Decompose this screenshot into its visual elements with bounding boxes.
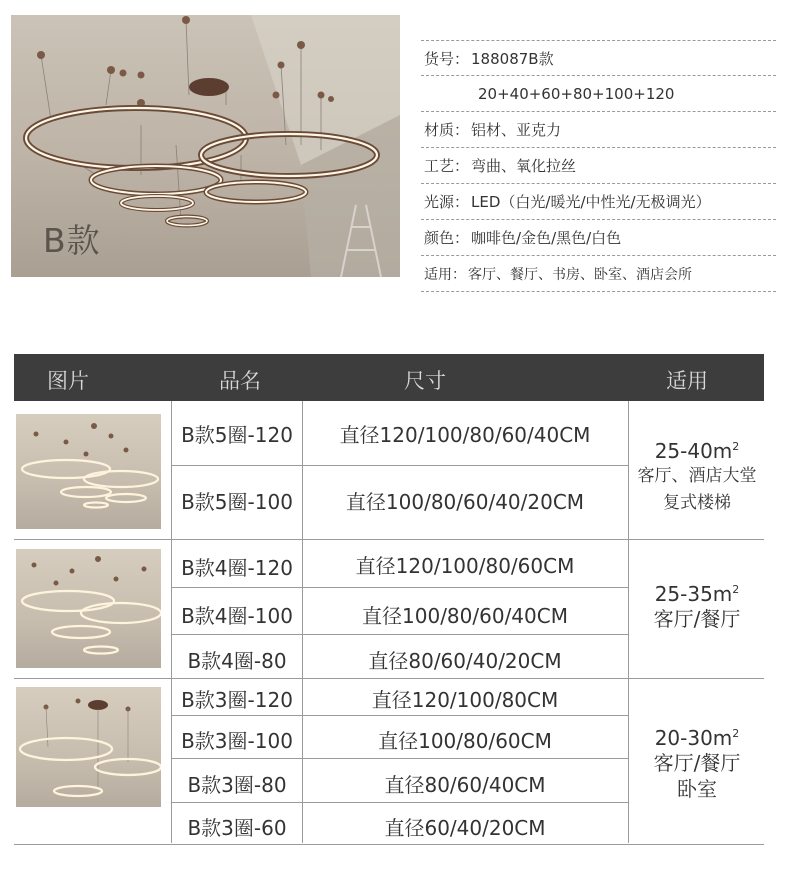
area-value: 25-40m	[654, 439, 733, 463]
spec-item-craft	[421, 148, 776, 184]
usage-cell	[630, 582, 764, 632]
ring-thumbnail	[16, 549, 161, 668]
product-name: B款4圈-80	[187, 649, 287, 673]
header-name: 品名	[219, 369, 261, 393]
spec-value: 弯曲、氧化拉丝	[471, 157, 577, 175]
table-row	[172, 803, 628, 845]
spec-value: LED（白光/暖光/中性光/无极调光）	[471, 193, 711, 211]
group-photo	[16, 687, 161, 807]
spec-key: 工艺：	[424, 157, 470, 175]
spec-value: 188087B款	[471, 49, 554, 68]
spec-item-sizes	[421, 76, 776, 112]
usage-area	[630, 439, 764, 463]
product-table	[14, 354, 764, 840]
product-name: B款5圈-120	[181, 423, 293, 447]
product-size: 直径100/80/60/40CM	[362, 604, 568, 628]
spec-value: 咖啡色/金色/黑色/白色	[471, 229, 622, 247]
spec-item-usage	[421, 256, 776, 292]
ring-thumbnail	[16, 687, 161, 807]
product-name: B款4圈-120	[181, 556, 293, 580]
table-group-4-ring	[14, 540, 764, 678]
usage-place: 客厅/餐厅	[653, 607, 741, 631]
area-value: 25-35m	[654, 582, 733, 606]
group-photo	[16, 549, 161, 668]
model-label: B款	[43, 221, 101, 260]
group-photo	[16, 414, 161, 529]
table-row	[172, 588, 628, 635]
area-unit: 2	[732, 440, 740, 453]
product-size: 直径100/80/60CM	[378, 729, 552, 753]
ring-thumbnail	[16, 414, 161, 529]
table-row	[172, 466, 628, 539]
spec-value: 客厅、餐厅、书房、卧室、酒店会所	[468, 266, 692, 283]
usage-place: 卧室	[677, 777, 717, 801]
usage-area	[630, 582, 764, 606]
spec-key: 货号：	[424, 49, 470, 68]
spec-item-color	[421, 220, 776, 256]
spec-value: 20+40+60+80+100+120	[478, 84, 675, 103]
area-unit: 2	[732, 727, 740, 740]
product-name: B款4圈-100	[181, 604, 293, 628]
table-group-5-ring	[14, 401, 764, 539]
table-row	[172, 759, 628, 803]
table-bottom-border	[14, 844, 764, 845]
product-size: 直径60/40/20CM	[384, 816, 546, 840]
usage-place: 客厅/餐厅	[653, 751, 741, 775]
header-image: 图片	[47, 369, 89, 393]
spec-key: 适用：	[424, 266, 466, 283]
spec-value: 铝材、亚克力	[471, 121, 562, 139]
header-size: 尺寸	[404, 369, 446, 393]
table-header	[14, 354, 764, 401]
spec-item-light-source	[421, 184, 776, 220]
spec-item-material	[421, 112, 776, 148]
table-row	[172, 679, 628, 716]
product-name: B款3圈-100	[181, 729, 293, 753]
usage-cell	[630, 726, 764, 802]
product-size: 直径120/100/80/60CM	[355, 554, 575, 578]
product-name: B款3圈-80	[187, 773, 287, 797]
product-name: B款3圈-120	[181, 688, 293, 712]
table-row	[172, 401, 628, 466]
spec-key: 材质：	[424, 121, 470, 139]
product-name: B款5圈-100	[181, 490, 293, 514]
product-photo	[11, 15, 400, 277]
table-row	[172, 635, 628, 678]
spec-list	[421, 40, 776, 292]
usage-area	[630, 726, 764, 750]
area-value: 20-30m	[654, 726, 733, 750]
product-size: 直径80/60/40/20CM	[368, 649, 562, 673]
area-unit: 2	[732, 583, 740, 596]
spec-key: 颜色：	[424, 229, 470, 247]
product-size: 直径120/100/80/60/40CM	[339, 423, 591, 447]
table-group-3-ring	[14, 679, 764, 845]
product-size: 直径120/100/80CM	[371, 688, 559, 712]
table-row	[172, 540, 628, 588]
header-usage: 适用	[666, 369, 708, 393]
spec-key: 光源：	[424, 193, 470, 211]
product-name: B款3圈-60	[187, 816, 287, 840]
usage-cell	[630, 439, 764, 517]
usage-place: 客厅、酒店大堂	[637, 466, 757, 486]
product-size: 直径80/60/40CM	[384, 773, 546, 797]
table-row	[172, 716, 628, 759]
product-size: 直径100/80/60/40/20CM	[345, 490, 585, 514]
spec-item-no	[421, 40, 776, 76]
usage-place: 复式楼梯	[663, 493, 731, 513]
